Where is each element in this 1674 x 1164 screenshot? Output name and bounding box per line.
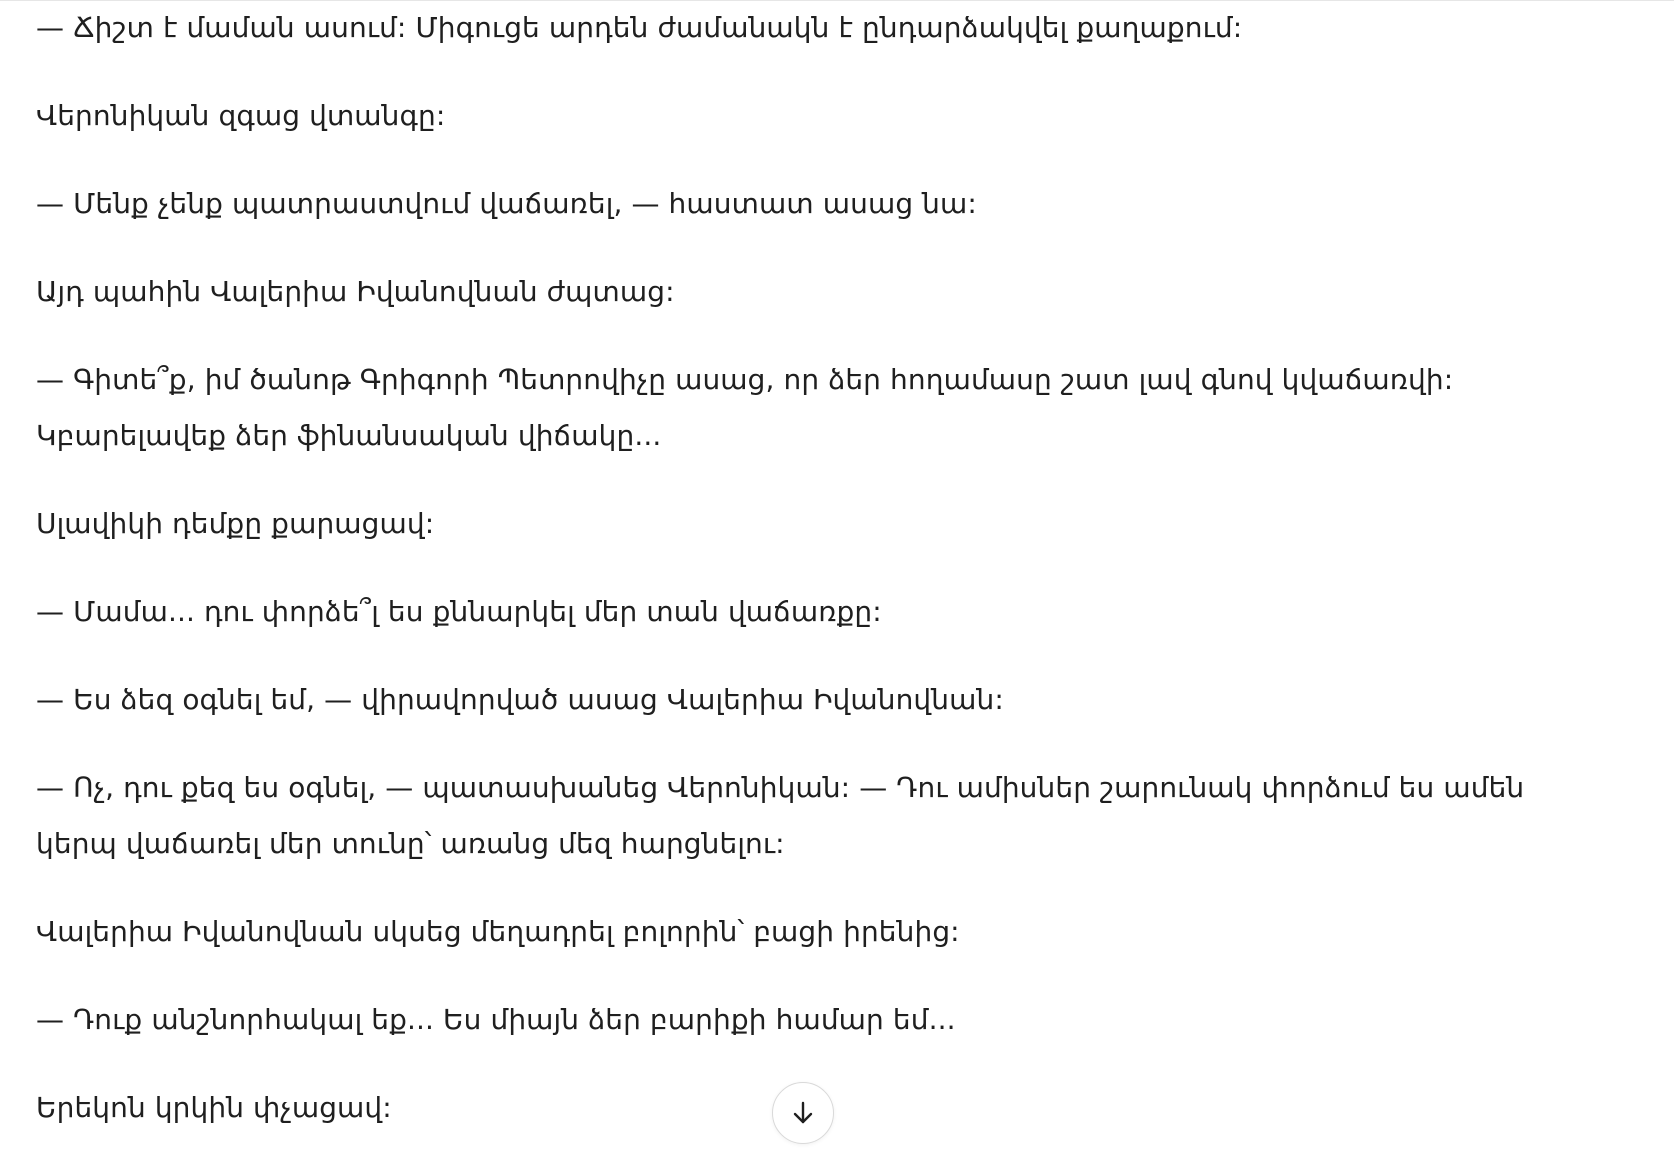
arrow-down-icon [788,1098,818,1128]
paragraph: Վերոնիկան զգաց վտանգը: [36,99,446,132]
paragraph: Այդ պահին Վալերիա Իվանովնան ժպտաց: [36,275,675,308]
paragraph: — Մենք չենք պատրաստվում վաճառել, — հաստատ ասաց նա: [36,187,977,220]
paragraph: — Մամա... դու փորձե՞լ ես քննարկել մեր տան վաճառքը: [36,595,882,628]
paragraph: Երեկոն կրկին փչացավ: [36,1091,392,1124]
paragraph: — Գիտե՞ք, իմ ծանոթ Գրիգորի Պետրովիչը ասաց, որ ձեր հողամասը շատ լավ գնով կվաճառվի: Կբարելավեք ձեր ֆինանսական վիճակը... [36,363,1454,452]
paragraph: — Ոչ, դու քեզ ես օգնել, — պատասխանեց Վերոնիկան: — Դու ամիսներ շարունակ փորձում ես ամեն կերպ վաճառել մեր տունը՝ առանց մեզ հարցնելու: [36,771,1525,860]
paragraph: — Ես ձեզ օգնել եմ, — վիրավորված ասաց Վալերիա Իվանովնան: [36,683,1004,716]
scroll-to-bottom-button[interactable] [772,1082,834,1144]
message-content [36,0,1596,1136]
paragraph: Վալերիա Իվանովնան սկսեց մեղադրել բոլորին՝ բացի իրենից: [36,915,960,948]
paragraph: — Ճիշտ է մաման ասում: Միգուցե արդեն ժամանակն է ընդարձակվել քաղաքում: [36,11,1243,44]
paragraph: — Դուք անշնորհակալ եք... Ես միայն ձեր բարիքի համար եմ... [36,1003,956,1036]
paragraph: Սլավիկի դեմքը քարացավ: [36,507,435,540]
